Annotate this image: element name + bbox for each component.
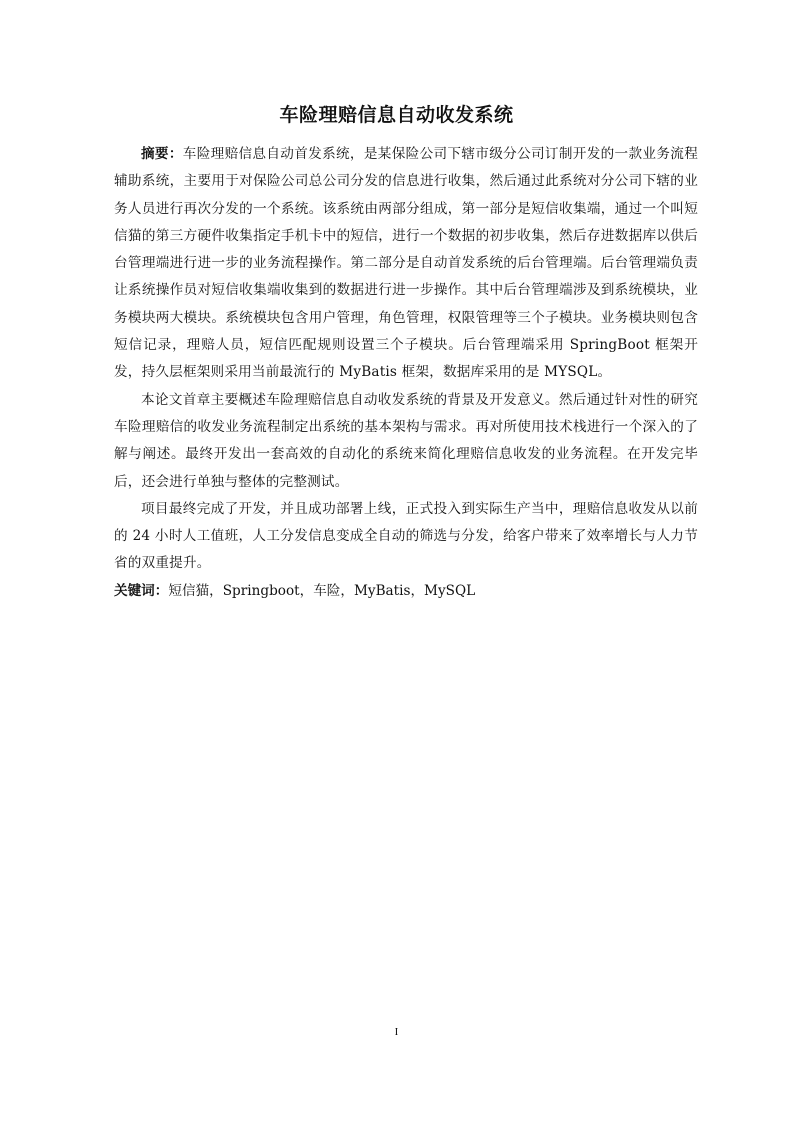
keywords-label: 关键词： — [114, 582, 169, 599]
abstract-label: 摘要： — [141, 146, 183, 162]
page-number: I — [394, 1026, 399, 1038]
keywords-line — [114, 578, 698, 605]
keywords-text: 短信猫，Springboot，车险，MyBatis，MySQL — [168, 582, 476, 599]
abstract-paragraph-1-text: 车险理赔信息自动首发系统，是某保险公司下辖市级分公司订制开发的一款业务流程辅助系统，主要用于对保险公司总公司分发的信息进行收集，然后通过此系统对分公司下辖的业务人员进行再次分发的一个系统。该系统由两部分组成，第一部分是短信收集端，通过一个叫短信猫的第三方硬件收集指定手机卡中的短信，进行一个数据的初步收集，然后存进数据库以供后台管理端进行进一步的业务流程操作。第二部分是自动首发系统的后台管理端。后台管理端负责让系统操作员对短信收集端收集到的数据进行进一步操作。其中后台管理端涉及到系统模块，业务模块两大模块。系统模块包含用户管理，角色管理，权限管理等三个子模块。业务模块则包含短信记录，理赔人员，短信匹配规则设置三个子模块。后台管理端采用 SpringBoot 框架开发，持久层框架则采用当前最流行的 MyBatis 框架，数据库采用的是 MYSQL。 — [114, 146, 698, 381]
abstract-paragraph-1 — [114, 141, 698, 387]
abstract-paragraph-2: 本论文首章主要概述车险理赔信息自动收发系统的背景及开发意义。然后通过针对性的研究车险理赔信的收发业务流程制定出系统的基本架构与需求。再对所使用技术栈进行一个深入的了解与阐述。最终开发出一套高效的自动化的系统来简化理赔信息收发的业务流程。在开发完毕后，还会进行单独与整体的完整测试。 — [114, 391, 698, 490]
document-title: 车险理赔信息自动收发系统 — [279, 104, 514, 126]
abstract-section — [114, 141, 698, 605]
abstract-paragraph-3: 项目最终完成了开发，并且成功部署上线，正式投入到实际生产当中，理赔信息收发从以前的 24 小时人工值班，人工分发信息变成全自动的筛选与分发，给客户带来了效率增长与人力节省的双重提升。 — [114, 500, 698, 572]
